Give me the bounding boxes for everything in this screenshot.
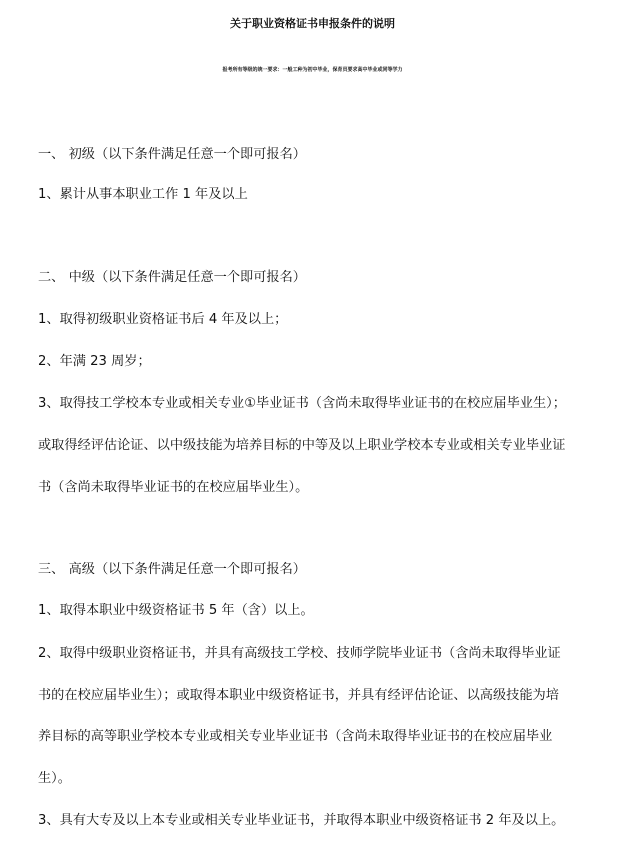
- intermediate-condition-3-line-1: 3、取得技工学校本专业或相关专业①毕业证书（含尚未取得毕业证书的在校应届毕业生）；: [38, 396, 566, 411]
- senior-condition-2-line-4: 生）。: [38, 771, 71, 786]
- senior-condition-2-line-1: 2、取得中级职业资格证书，并具有高级技工学校、技师学院毕业证书（含尚未取得毕业证: [38, 646, 561, 661]
- intermediate-condition-3-line-3: 书（含尚未取得毕业证书的在校应届毕业生）。: [38, 480, 309, 495]
- senior-condition-3: 3、具有大专及以上本专业或相关专业毕业证书，并取得本职业中级资格证书 2 年及以上。: [38, 813, 565, 828]
- document-subtitle: 报考所有等级的统一要求：一般工种为初中毕业，保育员要求高中毕业或同等学力: [222, 67, 403, 73]
- senior-condition-2-line-3: 养目标的高等职业学校本专业或相关专业毕业证书（含尚未取得毕业证书的在校应届毕业: [38, 729, 553, 744]
- senior-condition-1: 1、取得本职业中级资格证书 5 年（含）以上。: [38, 603, 314, 618]
- section-heading-junior: 一、 初级（以下条件满足任意一个即可报名）: [38, 147, 306, 162]
- section-heading-senior: 三、 高级（以下条件满足任意一个即可报名）: [38, 562, 306, 577]
- junior-condition-1: 1、累计从事本职业工作 1 年及以上: [38, 187, 248, 202]
- intermediate-condition-3-line-2: 或取得经评估论证、以中级技能为培养目标的中等及以上职业学校本专业或相关专业毕业证: [38, 438, 566, 453]
- document-title: 关于职业资格证书申报条件的说明: [230, 17, 395, 30]
- section-heading-intermediate: 二、 中级（以下条件满足任意一个即可报名）: [38, 270, 306, 285]
- senior-condition-2-line-2: 书的在校应届毕业生）；或取得本职业中级资格证书，并具有经评估论证、以高级技能为培: [38, 688, 559, 703]
- intermediate-condition-2: 2、年满 23 周岁；: [38, 354, 151, 369]
- intermediate-condition-1: 1、取得初级职业资格证书后 4 年及以上；: [38, 312, 288, 327]
